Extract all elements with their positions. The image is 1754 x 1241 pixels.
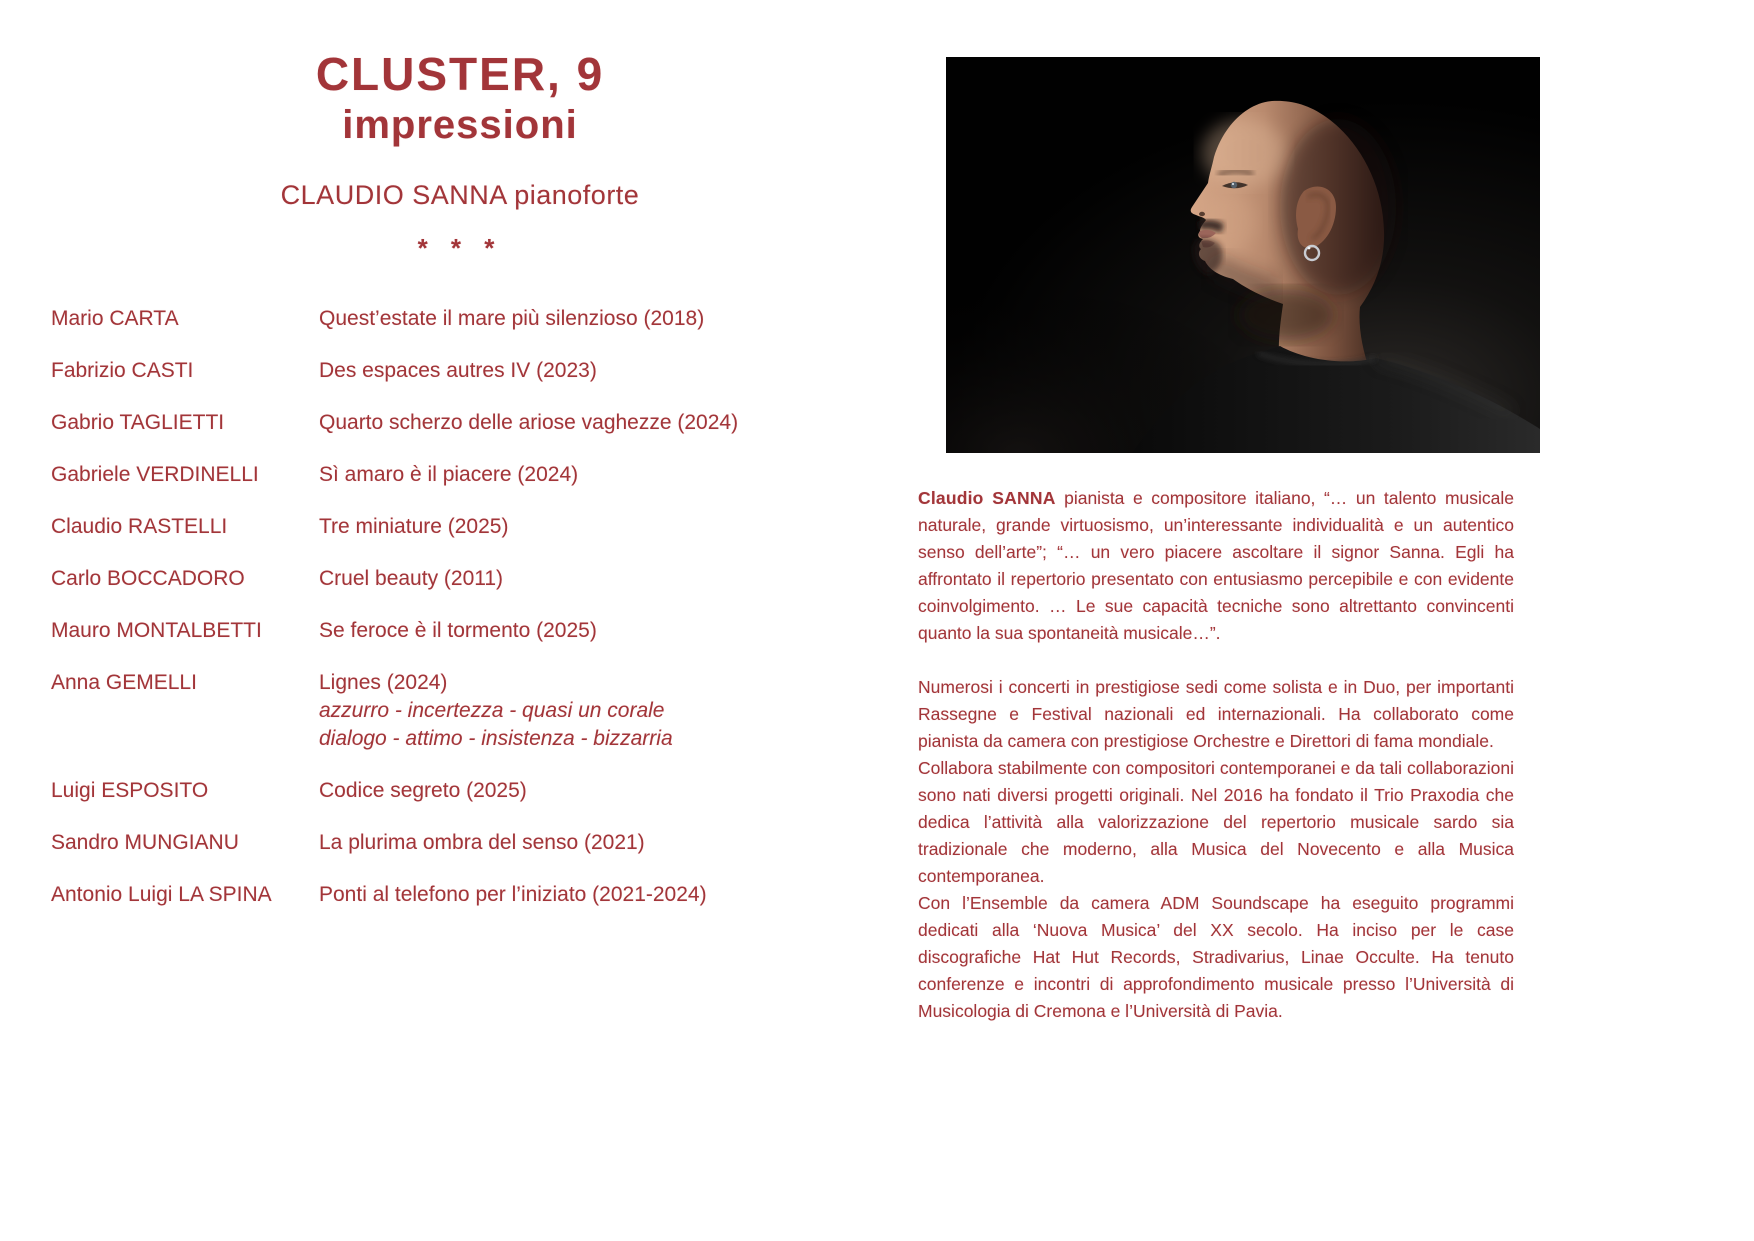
- page-title: CLUSTER, 9: [315, 48, 605, 100]
- composer-name: Anna GEMELLI: [51, 671, 197, 694]
- piece-title: Lignes (2024): [319, 671, 448, 694]
- composer-name: Antonio Luigi LA SPINA: [51, 883, 272, 906]
- program-row: [51, 461, 791, 488]
- piece-title: Des espaces autres IV (2023): [319, 359, 597, 382]
- composer-name: Mauro MONTALBETTI: [51, 619, 262, 642]
- program-header: [40, 50, 880, 262]
- program-row: [51, 565, 791, 592]
- piece-title: Quest’estate il mare più silenzioso (2018): [319, 307, 705, 330]
- composer-name: Fabrizio CASTI: [51, 359, 194, 382]
- piece-title: Sì amaro è il piacere (2024): [319, 463, 579, 486]
- composer-name: Mario CARTA: [51, 307, 179, 330]
- bio-paragraph-1-text: pianista e compositore italiano, “… un talento musicale naturale, grande virtuosismo, un’interessante individualità e un autentico senso dell’arte”; “… un vero piacere ascoltare il signor Sanna. Egli ha affrontato il repertorio presentato con entusiasmo percepibile e con evidente coinvolgimento. … Le sue capacità tecniche sono altrettanto convincenti quanto la sua spontaneità musicale…”.: [918, 488, 1514, 643]
- composer-name: Gabriele VERDINELLI: [51, 463, 259, 486]
- piece-title: La plurima ombra del senso (2021): [319, 831, 645, 854]
- portrait-photo: [946, 57, 1540, 453]
- stars-separator: * * *: [417, 233, 503, 264]
- program-row: [51, 881, 791, 908]
- composer-name: Gabrio TAGLIETTI: [51, 411, 225, 434]
- biography: [918, 485, 1514, 1025]
- movement-list-line: dialogo - attimo - insistenza - bizzarria: [319, 727, 673, 750]
- movement-list-line: azzurro - incertezza - quasi un corale: [319, 699, 665, 722]
- program-row: [51, 777, 791, 804]
- composer-name: Sandro MUNGIANU: [51, 831, 239, 854]
- portrait-illustration: [946, 57, 1540, 453]
- piece-title: Tre miniature (2025): [319, 515, 509, 538]
- composer-name: Carlo BOCCADORO: [51, 567, 245, 590]
- composer-name: Claudio RASTELLI: [51, 515, 228, 538]
- program-row: [51, 617, 791, 644]
- piece-title: Se feroce è il tormento (2025): [319, 619, 597, 642]
- program-list: [51, 305, 791, 933]
- piece-title: Cruel beauty (2011): [319, 567, 504, 590]
- piece-title: Ponti al telefono per l’iniziato (2021-2024): [319, 883, 707, 906]
- piece-title: Codice segreto (2025): [319, 779, 527, 802]
- program-row: [51, 357, 791, 384]
- program-row: [51, 409, 791, 436]
- program-row: [51, 669, 791, 752]
- bio-paragraph-3: Collabora stabilmente con compositori contemporanei e da tali collaborazioni sono nati diversi progetti originali. Nel 2016 ha fondato il Trio Praxodia che dedica l’attività alla valorizzazione del repertorio musicale sardo sia tradizionale che moderno, alla Musica del Novecento e alla Musica contemporanea.: [918, 758, 1514, 886]
- program-row: [51, 305, 791, 332]
- bio-paragraph-lead: [918, 485, 1514, 647]
- piece-title-with-movements: [319, 669, 791, 752]
- performer-line: CLAUDIO SANNA pianoforte: [280, 179, 640, 210]
- composer-name: Luigi ESPOSITO: [51, 779, 209, 802]
- piece-title: Quarto scherzo delle ariose vaghezze (2024): [319, 411, 739, 434]
- program-row: [51, 829, 791, 856]
- bio-paragraph-4: Con l’Ensemble da camera ADM Soundscape ha eseguito programmi dedicati alla ‘Nuova Musica’ del XX secolo. Ha inciso per le case discografiche Hat Hut Records, Stradivarius, Linae Occulte. Ha tenuto conferenze e incontri di approfondimento musicale presso l’Università di Musicologia di Cremona e l’Università di Pavia.: [918, 893, 1514, 1021]
- bio-paragraph-2: Numerosi i concerti in prestigiose sedi come solista e in Duo, per importanti Rassegne e Festival nazionali ed internazionali. Ha collaborato come pianista da camera con prestigiose Orchestre e Direttori di fama mondiale.: [918, 677, 1514, 751]
- program-row: [51, 513, 791, 540]
- page-subtitle-impressioni: impressioni: [342, 102, 578, 147]
- bio-lead-name: Claudio SANNA: [918, 488, 1056, 508]
